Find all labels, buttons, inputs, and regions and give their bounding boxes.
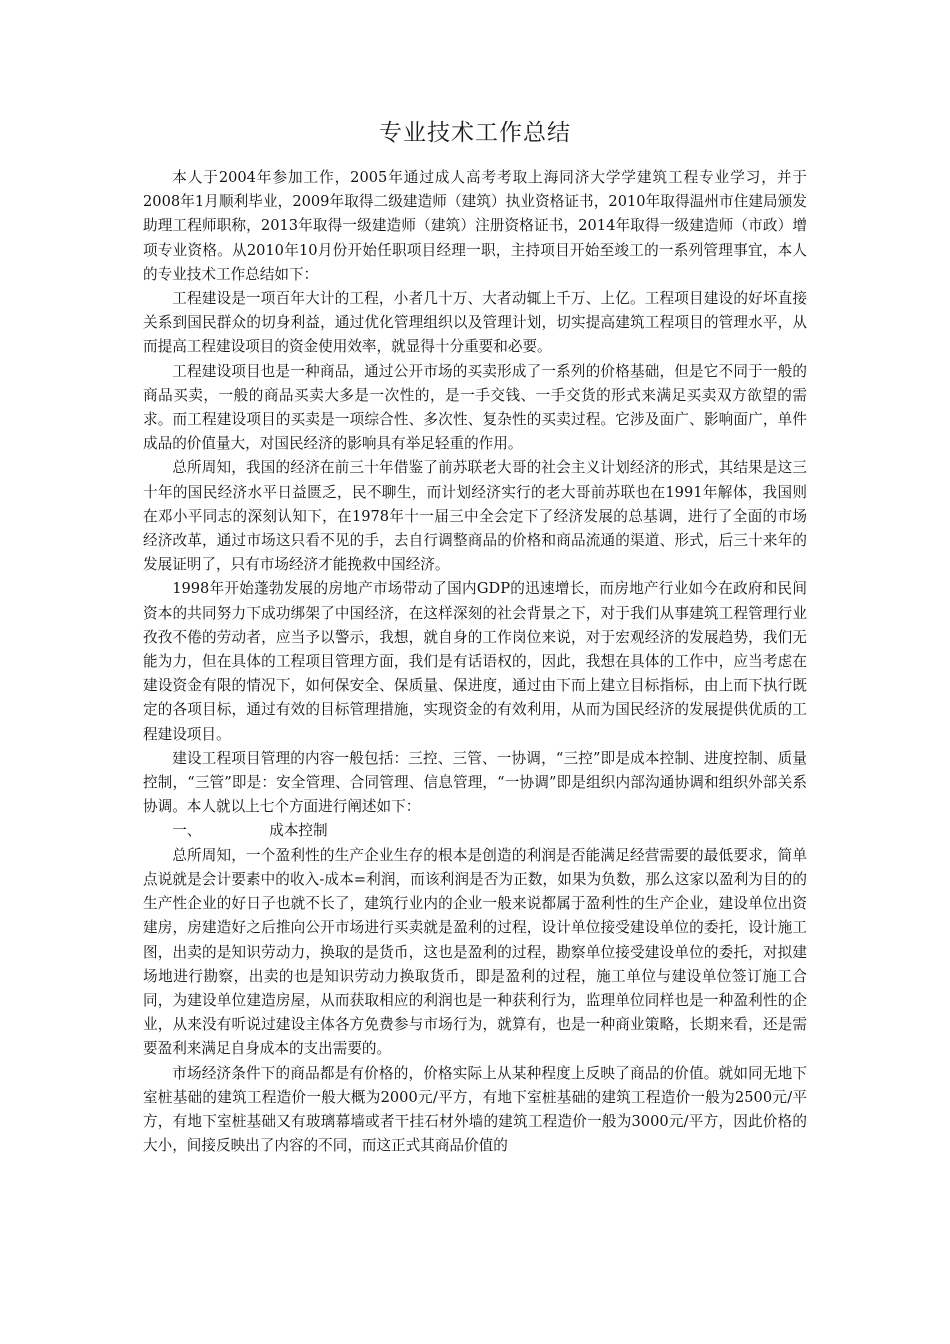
paragraph-management-scope: 建设工程项目管理的内容一般包括：三控、三管、一协调，“三控”即是成本控制、进度控制、质量控制，“三管”即是：安全管理、合同管理、信息管理，“一协调”即是组织内部沟通协调和组织外部关系协调。本人就以上七个方面进行阐述如下： — [143, 749, 807, 816]
section-heading — [143, 819, 807, 843]
paragraph-economy-history: 总所周知，我国的经济在前三十年借鉴了前苏联老大哥的社会主义计划经济的形式，其结果是这三十年的国民经济水平日益匮乏，民不聊生，而计划经济实行的老大哥前苏联也在1991年解体，我国则在邓小平同志的深刻认知下，在1978年十一届三中全会定下了经济发展的总基调，进行了全面的市场经济改革，通过市场这只看不见的手，去自行调整商品的价格和商品流通的渠道、形式，后三十来年的发展证明了，只有市场经济才能挽救中国经济。 — [143, 459, 807, 574]
section-title: 成本控制 — [269, 822, 328, 840]
paragraph-intro: 本人于2004年参加工作，2005年通过成人高考考取上海同济大学学建筑工程专业学习，并于2008年1月顺利毕业，2009年取得二级建造师（建筑）执业资格证书，2010年取得温州市住建局颁发助理工程师职称，2013年取得一级建造师（建筑）注册资格证书，2014年取得一级建造师（市政）增项专业资格。从2010年10月份开始任职项目经理一职，主持项目开始至竣工的一系列管理事宜，本人的专业技术工作总结如下： — [143, 169, 807, 283]
document-title: 专业技术工作总结 — [379, 120, 571, 146]
paragraph-importance: 工程建设是一项百年大计的工程，小者几十万、大者动辄上千万、上亿。工程项目建设的好坏直接关系到国民群众的切身利益，通过优化管理组织以及管理计划，切实提高建筑工程项目的管理水平，从而提高工程建设项目的资金使用效率，就显得十分重要和必要。 — [143, 290, 807, 356]
paragraph-commodity: 工程建设项目也是一种商品，通过公开市场的买卖形成了一系列的价格基础，但是它不同于一般的商品买卖，一般的商品买卖大多是一次性的，是一手交钱、一手交货的形式来满足买卖双方欲望的需求。而工程建设项目的买卖是一项综合性、多次性、复杂性的买卖过程。它涉及面广、影响面广，单件成品的价值量大，对国民经济的影响具有举足轻重的作用。 — [143, 362, 807, 453]
section-number: 一、 — [172, 822, 202, 840]
paragraph-real-estate: 1998年开始蓬勃发展的房地产市场带动了国内GDP的迅速增长，而房地产行业如今在政府和民间资本的共同努力下成功绑架了中国经济，在这样深刻的社会背景之下，对于我们从事建筑工程管理行业孜孜不倦的劳动者，应当予以警示，我想，就自身的工作岗位来说，对于宏观经济的发展趋势，我们无能为力，但在具体的工程项目管理方面，我们是有话语权的，因此，我想在具体的工作中，应当考虑在建设资金有限的情况下，如何保安全、保质量、保进度，通过由下而上建立目标指标，由上而下执行既定的各项目标，通过有效的目标管理措施，实现资金的有效利用，从而为国民经济的发展提供优质的工程建设项目。 — [143, 580, 807, 743]
document-body — [143, 166, 807, 1158]
paragraph-price: 市场经济条件下的商品都是有价格的，价格实际上从某种程度上反映了商品的价值。就如同无地下室桩基础的建筑工程造价一般大概为2000元/平方，有地下室桩基础的建筑工程造价一般为2500元/平方，有地下室桩基础又有玻璃幕墙或者干挂石材外墙的建筑工程造价一般为3000元/平方，因此价格的大小，间接反映出了内容的不同，而这正式其商品价值的 — [143, 1064, 807, 1155]
paragraph-profit: 总所周知，一个盈利性的生产企业生存的根本是创造的利润是否能满足经营需要的最低要求，简单点说就是会计要素中的收入-成本=利润，而该利润是否为正数，如果为负数，那么这家以盈利为目的的生产性企业的好日子也就不长了，建筑行业内的企业一般来说都属于盈利性的生产企业，建设单位出资建房，房建造好之后推向公开市场进行买卖就是盈利的过程，设计单位接受建设单位的委托，设计施工图，出卖的是知识劳动力，换取的是货币，这也是盈利的过程，勘察单位接受建设单位的委托，对拟建场地进行勘察，出卖的也是知识劳动力换取货币，即是盈利的过程，施工单位与建设单位签订施工合同，为建设单位建造房屋，从而获取相应的利润也是一种获利行为，监理单位同样也是一种盈利性的企业，从来没有听说过建设主体各方免费参与市场行为，就算有，也是一种商业策略，长期来看，还是需要盈利来满足自身成本的支出需要的。 — [143, 846, 807, 1058]
